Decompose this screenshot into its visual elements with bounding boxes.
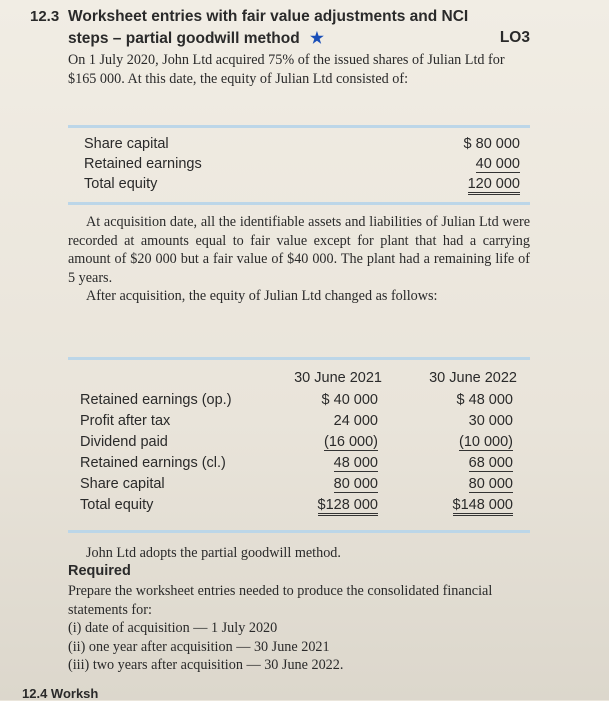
- row-label: Retained earnings (cl.): [80, 455, 226, 471]
- equity-label: Total equity: [84, 176, 158, 192]
- table-divider: [68, 125, 530, 128]
- cell-2021: $ 40 000: [321, 392, 378, 408]
- intro-paragraph: On 1 July 2020, John Ltd acquired 75% of the issued shares of Julian Ltd for $165 000. At this date, the equity of Julian Ltd consisted of:: [68, 52, 505, 87]
- cell-2022: $ 48 000: [456, 392, 513, 408]
- required-heading: Required: [68, 563, 131, 579]
- table-divider: [68, 357, 530, 360]
- cell-2021: 48 000: [333, 455, 378, 471]
- equity-value: 120 000: [468, 176, 520, 195]
- method-paragraph: [68, 544, 530, 563]
- equity-value: $ 80 000: [463, 136, 520, 152]
- exercise-number: 12.3: [30, 8, 60, 25]
- list-item: (i) date of acquisition — 1 July 2020: [68, 620, 278, 636]
- row-label: Profit after tax: [80, 413, 171, 429]
- method-text: John Ltd adopts the partial goodwill method.: [86, 545, 341, 561]
- equity-label: Retained earnings: [84, 156, 202, 172]
- column-header: 30 June 2021: [294, 370, 382, 386]
- list-item: (iii) two years after acquisition — 30 June 2022.: [68, 657, 344, 674]
- after-text: After acquisition, the equity of Julian Ltd changed as follows:: [86, 288, 438, 305]
- list-item: (ii) one year after acquisition — 30 June 2021: [68, 638, 330, 655]
- cell-2022: 80 000: [468, 476, 513, 492]
- table-divider: [68, 530, 530, 533]
- equity-label: Share capital: [84, 136, 169, 152]
- column-header: 30 June 2022: [429, 370, 517, 386]
- cell-2021: $128 000: [318, 497, 378, 516]
- exercise-subtitle-line: [68, 29, 530, 48]
- exercise-subtitle: steps – partial goodwill method: [68, 30, 300, 47]
- cell-2021: (16 000): [323, 434, 378, 450]
- equity-value: 40 000: [475, 156, 520, 172]
- acquisition-paragraph: [68, 213, 530, 306]
- cell-2022: (10 000): [458, 434, 513, 450]
- row-label: Total equity: [80, 497, 154, 513]
- row-label: Dividend paid: [80, 434, 168, 450]
- cell-2022: $148 000: [453, 497, 513, 516]
- next-exercise-cutoff: 12.4 Worksh: [22, 686, 99, 701]
- cell-2021: 24 000: [333, 413, 378, 429]
- acquisition-text: At acquisition date, all the identifiable assets and liabilities of Julian Ltd were recorded at amounts equal to fair value except for plant that had a carrying amount of $20 000 but a fair value of $40 000. The plant had a remaining life of 5 years.: [68, 214, 530, 286]
- table-divider: [68, 202, 530, 205]
- row-label: Share capital: [80, 476, 165, 492]
- required-list: [68, 619, 343, 675]
- row-label: Retained earnings (op.): [80, 392, 232, 408]
- learning-objective: LO3: [499, 29, 530, 46]
- cell-2022: 30 000: [468, 413, 513, 429]
- cell-2022: 68 000: [468, 455, 513, 471]
- cell-2021: 80 000: [333, 476, 378, 492]
- star-icon: ★: [309, 30, 324, 47]
- required-text: Prepare the worksheet entries needed to produce the consolidated financial statements for:: [68, 583, 493, 618]
- exercise-title: Worksheet entries with fair value adjustments and NCI: [68, 8, 469, 25]
